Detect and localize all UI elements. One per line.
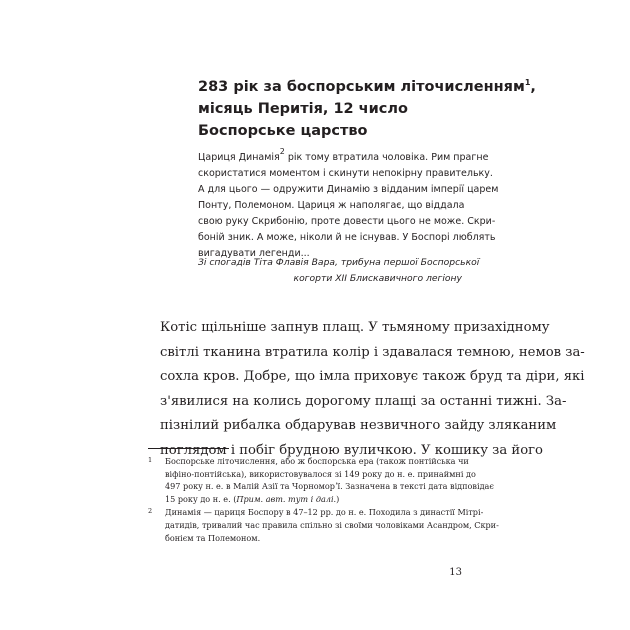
epigraph-line: свою руку Скрибонію, проте довести цього не може. Скри- [198,216,496,227]
footnote-divider [148,448,229,449]
footnote-1 [148,455,494,505]
epigraph-line: вигадувати легенди... [198,248,310,259]
epigraph-line: А для цього — одружити Динамію з відданим імперії царем [198,184,499,195]
body-text [160,316,585,464]
footnote-line: Боспорське літочислення, або ж боспорська ера (також понтійська чи [165,456,469,466]
footnote-number: 1 [148,456,153,464]
footnote-ref-2[interactable]: 2 [279,147,285,156]
chapter-heading-line-1: 283 рік за боспорським літочисленням$^1$, [198,78,536,95]
footnote-ref-1[interactable]: 1 [524,78,531,87]
footnote-line: віфіно-понтійська), використовувалося зі 149 року до н. е. принаймні до [165,468,476,479]
footnote-line: датидів, тривалий час правила спільно зі своїми чоловіками Асандром, Скри- [165,519,499,530]
epigraph-line: Понту, Полемоном. Цариця ж наполягає, що віддала [198,200,465,211]
body-line: Котіс щільніше запнув плащ. У тьмяному призахідному [160,320,550,335]
epigraph [198,147,499,262]
page-number: 13 [449,567,462,578]
chapter-heading [198,76,536,142]
body-line: поглядом і побіг брудною вуличкою. У кошику за його [160,442,543,458]
footnote-line: бонієм та Полемоном. [165,532,261,543]
epigraph-line: Цариця Динамія$^2$ рік тому втратила чоловіка. Рим прагне [198,147,489,163]
body-line: сохла кров. Добре, що імла приховує також бруд та діри, які [160,369,585,385]
attribution-line: когорти XII Блискавичного легіону [293,273,462,284]
epigraph-attribution [198,255,480,287]
body-line: світлі тканина втратила колір і здавалася темною, немов за- [160,344,585,360]
body-line: з'явилися на колись дорогому плащі за останні тижні. За- [160,393,567,409]
footnote-2 [148,506,499,544]
chapter-heading-line-2: місяць Перитія, 12 число [198,101,408,117]
chapter-heading-line-3: Боспорське царство [198,123,368,139]
body-line: пізнілий рибалка обдарував незвичного зайду зляканим [160,418,557,434]
epigraph-line: скористатися моментом і скинути непокірну правительку. [198,168,493,179]
epigraph-line: боній зник. А може, ніколи й не існував. У Боспорі люблять [198,232,496,243]
footnote-line: 497 року н. е. в Малій Азії та Чорноморʼї. Зазначена в тексті дата відповідає [165,481,494,492]
footnote-line: Динамія — цариця Боспору в 47–12 рр. до н. е. Походила з династії Мітрі- [165,507,484,518]
footnote-number: 2 [148,507,153,516]
footnotes [148,455,499,545]
attribution-line: Зі спогадів Тіта Флавія Вара, трибуна першої Боспорської [198,257,480,268]
footnote-line: 15 року до н. е. (Прим. авт. тут і далі.) [165,493,340,504]
